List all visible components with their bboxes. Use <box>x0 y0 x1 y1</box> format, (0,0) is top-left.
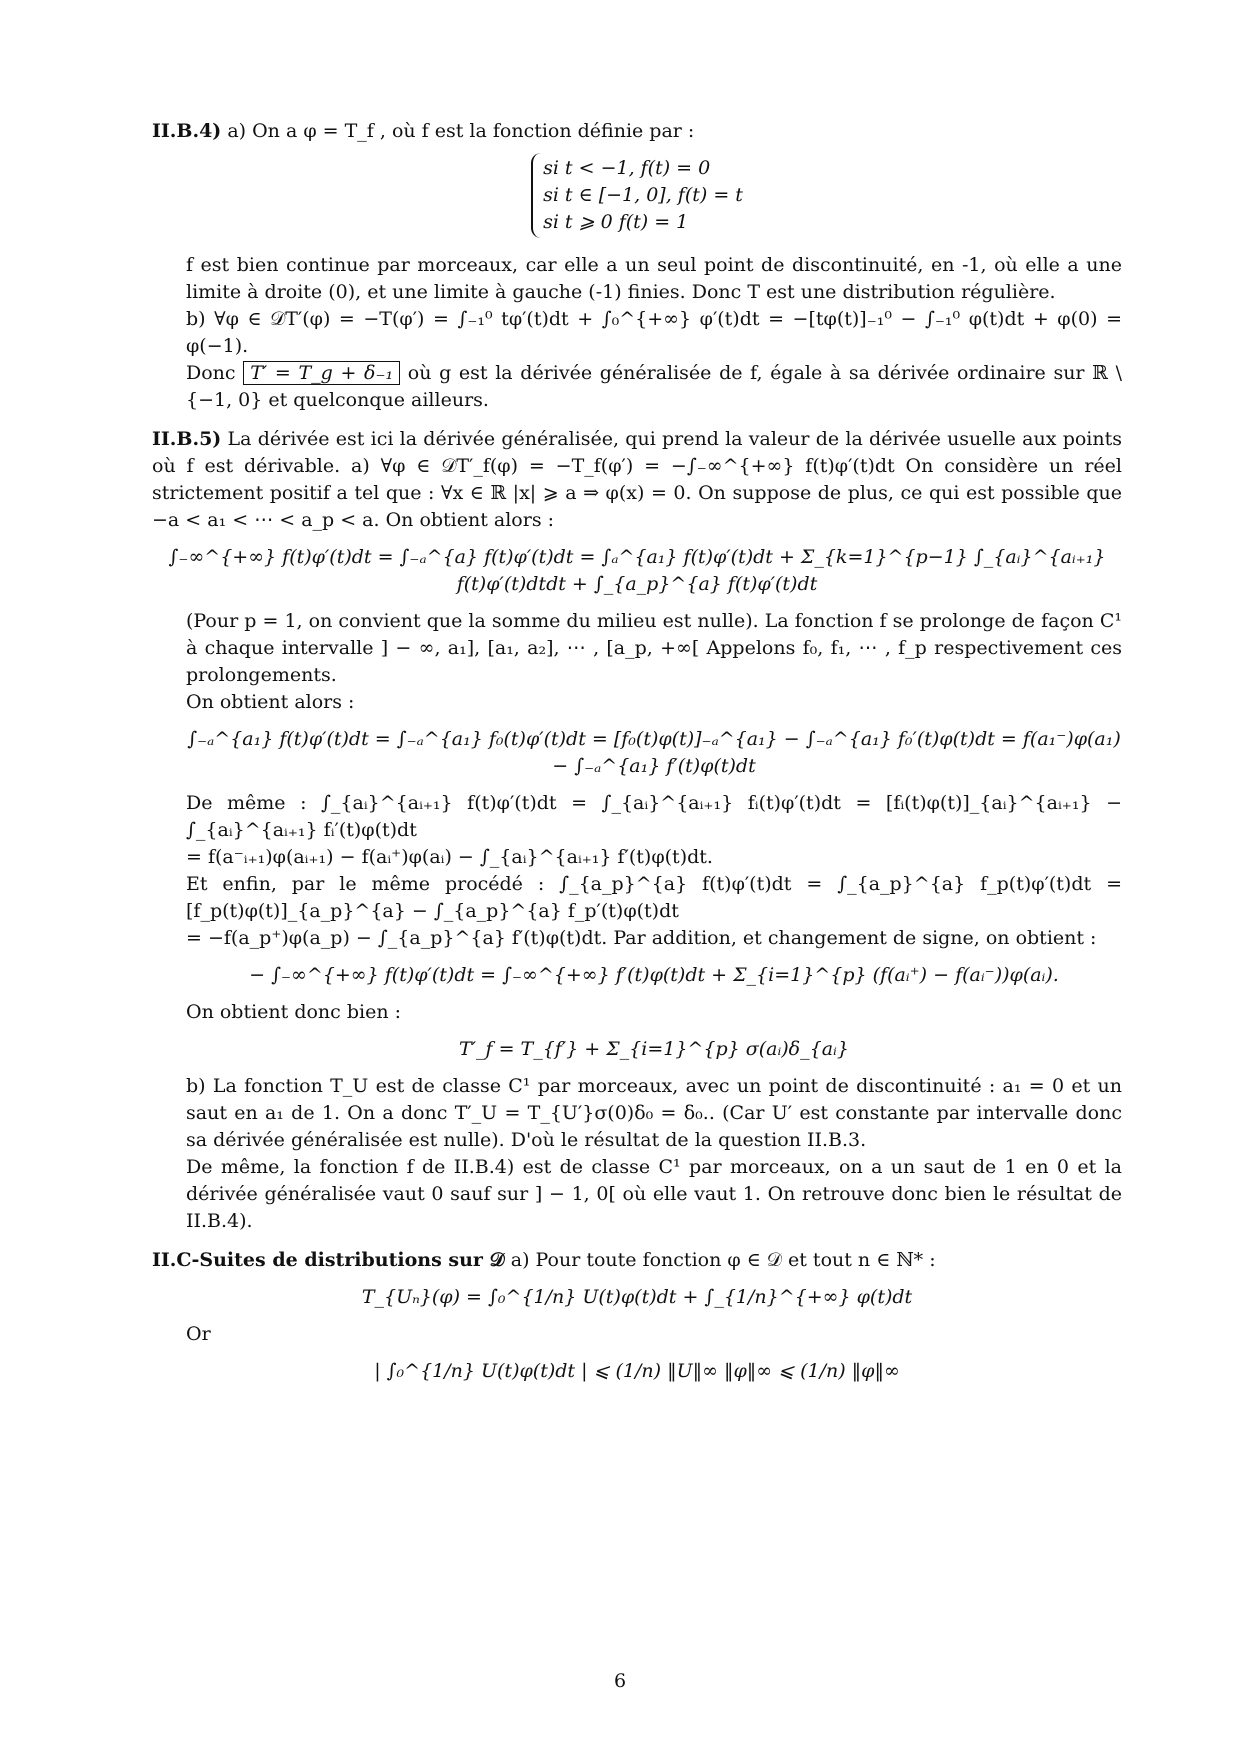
equation-tun: T_{Uₙ}(φ) = ∫₀^{1/n} U(t)φ(t)dt + ∫_{1/n}^{+∞} φ(t)dt <box>361 1286 913 1308</box>
page-number: 6 <box>613 1670 627 1692</box>
section-b4-intro <box>152 118 1122 145</box>
b4-donc-label: Donc <box>186 362 236 384</box>
b5-paragraph-6: Et enfin, par le même procédé : ∫_{a_p}^{a} f(t)φ′(t)dt = ∫_{a_p}^{a} f_p(t)φ′(t)dt = [f_p(t)φ(t)]_{a_p}^{a} − ∫_{a_p}^{a} f_p′(t)φ(t)dt <box>186 873 1122 922</box>
b5-paragraph-1: La dérivée est ici la dérivée généralisée, qui prend la valeur de la dérivée usuelle aux points où f est dérivable. a) ∀φ ∈ 𝒟T′_f(φ) = −T_f(φ′) = −∫₋∞^{+∞} f(t)φ′(t)dt On considère un réel strictement positif a tel que : ∀x ∈ ℝ |x| ⩾ a ⇒ φ(x) = 0. On suppose de plus, ce qui est possible que −a < a₁ < ⋯ < a_p < a. On obtient alors : <box>152 428 1122 531</box>
b4-paragraph-2: b) ∀φ ∈ 𝒟T′(φ) = −T(φ′) = ∫₋₁⁰ tφ′(t)dt + ∫₀^{+∞} φ′(t)dt = −[tφ(t)]₋₁⁰ − ∫₋₁⁰ φ(t)dt + φ(0) = φ(−1). <box>186 308 1122 357</box>
equation-bound: | ∫₀^{1/n} U(t)φ(t)dt | ⩽ (1/n) ‖U‖∞ ‖φ‖∞ ⩽ (1/n) ‖φ‖∞ <box>374 1360 900 1382</box>
case-line-2: si t ∈ [−1, 0], f(t) = t <box>543 184 743 206</box>
b5-paragraph-7: = −f(a_p⁺)φ(a_p) − ∫_{a_p}^{a} f′(t)φ(t)dt. Par addition, et changement de signe, on obtient : <box>186 927 1097 949</box>
b4-paragraph-3 <box>186 360 1122 414</box>
section-c-intro <box>152 1247 1122 1274</box>
b5-paragraph-8: On obtient donc bien : <box>186 1001 402 1023</box>
c-or-label: Or <box>186 1323 211 1345</box>
b4-body <box>152 252 1122 414</box>
cases-block <box>152 145 1122 252</box>
section-heading-c: II.C-Suites de distributions sur 𝒟 <box>152 1249 505 1271</box>
boxed-result: T′ = T_g + δ₋₁ <box>243 361 400 385</box>
b4-conclusion: où g est la dérivée généralisée de f, égale à sa dérivée ordinaire sur ℝ \ {−1, 0} et quelconque ailleurs. <box>186 362 1123 411</box>
equation-first-interval: ∫₋ₐ^{a₁} f(t)φ′(t)dt = ∫₋ₐ^{a₁} f₀(t)φ′(t)dt = [f₀(t)φ(t)]₋ₐ^{a₁} − ∫₋ₐ^{a₁} f₀′(t)φ(t)dt = f(a₁⁻)φ(a₁) − ∫₋ₐ^{a₁} f′(t)φ(t)dt <box>187 728 1121 777</box>
b5-body <box>152 608 1122 1235</box>
piecewise-definition <box>531 153 743 238</box>
b5-paragraph-10: De même, la fonction f de II.B.4) est de classe C¹ par morceaux, on a un saut de 1 en 0 et la dérivée généralisée vaut 0 sauf sur ] − 1, 0[ où elle vaut 1. On retrouve donc bien le résultat de II.B.4). <box>186 1156 1122 1232</box>
c-paragraph-1: a) Pour toute fonction φ ∈ 𝒟 et tout n ∈ ℕ* : <box>510 1249 936 1271</box>
b4-part-a-intro: a) On a φ = T_f , où f est la fonction définie par : <box>227 120 695 142</box>
page-content <box>152 118 1122 1395</box>
b4-paragraph-1: f est bien continue par morceaux, car elle a un seul point de discontinuité, en -1, où elle a une limite à droite (0), et une limite à gauche (-1) finies. Donc T est une distribution régulière. <box>186 254 1122 303</box>
b5-paragraph-3: On obtient alors : <box>186 691 355 713</box>
case-line-3: si t ⩾ 0 f(t) = 1 <box>543 211 689 233</box>
equation-derivative-formula: T′_f = T_{f′} + Σ_{i=1}^{p} σ(aᵢ)δ_{aᵢ} <box>459 1038 849 1060</box>
case-line-1: si t < −1, f(t) = 0 <box>543 157 711 179</box>
b5-paragraph-9: b) La fonction T_U est de classe C¹ par morceaux, avec un point de discontinuité : a₁ = 0 et un saut en a₁ de 1. On a donc T′_U = T_{U′}σ(0)δ₀ = δ₀.. (Car U′ est constante par intervalle donc sa dérivée généralisée est nulle). D'où le résultat de la question II.B.3. <box>186 1075 1122 1151</box>
equation-sum-of-jumps: − ∫₋∞^{+∞} f(t)φ′(t)dt = ∫₋∞^{+∞} f′(t)φ(t)dt + Σ_{i=1}^{p} (f(aᵢ⁺) − f(aᵢ⁻))φ(aᵢ). <box>249 964 1059 986</box>
b5-paragraph-5: = f(a⁻ᵢ₊₁)φ(aᵢ₊₁) − f(aᵢ⁺)φ(aᵢ) − ∫_{aᵢ}^{aᵢ₊₁} f′(t)φ(t)dt. <box>186 846 713 868</box>
section-heading-b5: II.B.5) <box>152 428 222 450</box>
section-heading-b4: II.B.4) <box>152 120 222 142</box>
c-body <box>152 1321 1122 1348</box>
b5-paragraph-2: (Pour p = 1, on convient que la somme du milieu est nulle). La fonction f se prolonge de façon C¹ à chaque intervalle ] − ∞, a₁], [a₁, a₂], ⋯ , [a_p, +∞[ Appelons f₀, f₁, ⋯ , f_p respectivement ces prolongements. <box>186 610 1122 686</box>
equation-integral-split: ∫₋∞^{+∞} f(t)φ′(t)dt = ∫₋ₐ^{a} f(t)φ′(t)dt = ∫ₐ^{a₁} f(t)φ′(t)dt + Σ_{k=1}^{p−1} ∫_{aᵢ}^{aᵢ₊₁} f(t)φ′(t)dtdt + ∫_{a_p}^{a} f(t)φ′(t)dt <box>168 546 1106 595</box>
section-b5-intro <box>152 426 1122 534</box>
b5-paragraph-4: De même : ∫_{aᵢ}^{aᵢ₊₁} f(t)φ′(t)dt = ∫_{aᵢ}^{aᵢ₊₁} fᵢ(t)φ′(t)dt = [fᵢ(t)φ(t)]_{aᵢ}^{aᵢ₊₁} − ∫_{aᵢ}^{aᵢ₊₁} fᵢ′(t)φ(t)dt <box>186 792 1122 841</box>
